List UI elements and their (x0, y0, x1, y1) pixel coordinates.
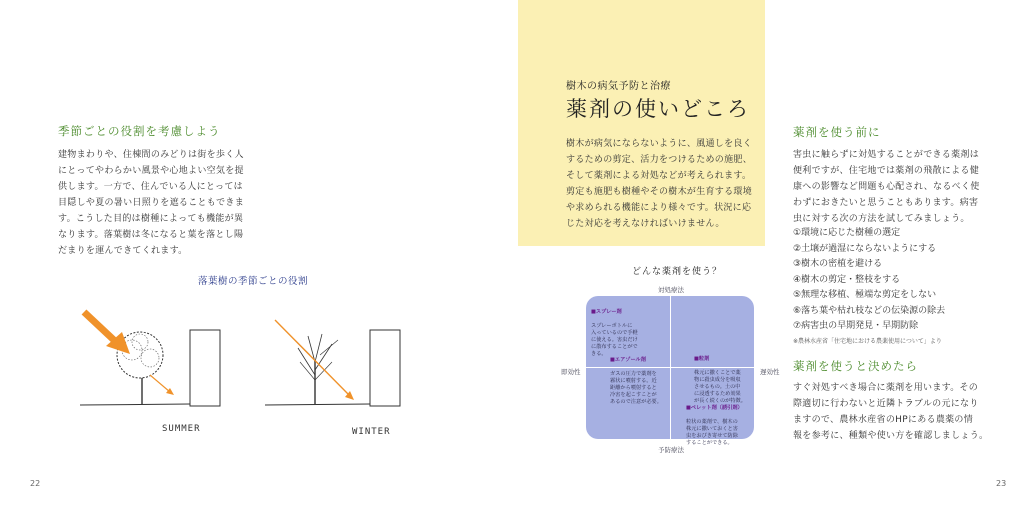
prevention-list (793, 226, 993, 335)
page-number-right: 23 (996, 479, 1007, 488)
section-subtitle: 樹木の病気予防と治療 (566, 81, 671, 92)
summer-label: SUMMER (162, 424, 201, 434)
axis-right-label: 遅効性 (760, 368, 780, 376)
decided-to-use-body: すぐ対処すべき場合に薬剤を用います。その 際適切に行わないと近隣トラブルの元になり ますので、農林水産省のHPにある農薬の情 報を参考に、種類や使い方を確認しましょう。 (793, 383, 989, 441)
cell-pellet (686, 398, 752, 447)
cell-granule-text: 株元に撒くことで薬 物に殺虫成分を吸収 させるもの。土の中 に浸透するため効果 が長く続くのが特徴。 (694, 370, 746, 404)
winter-scene (265, 320, 400, 437)
source-note: ※農林水産省「住宅地における農薬使用について」より (793, 338, 942, 345)
list-item: ③樹木の密植を避ける (793, 259, 883, 269)
cell-pellet-text: 粒状の薬剤で、樹木の 株元に撒いておくと害 虫をおびき寄せて防除 することができる。 (686, 419, 738, 446)
seasonal-role-body: 建物まわりや、住棟間のみどりは街を歩く人 にとってやわらかい風景や心地よい空気を提 供します。一方で、住んでいる人にとっては 目隠しや夏の暑い日照りを遮ることもできま す。こうした目的は樹種によっても機能が異 なります。落葉樹は冬になると葉を落とし陽 だまりを運んできてくれます。 (58, 150, 245, 256)
axis-left-label: 即効性 (561, 368, 581, 376)
page-number-left: 22 (30, 479, 41, 488)
cell-granule (694, 349, 754, 405)
list-item: ⑦病害虫の早期発見・早期防除 (793, 321, 919, 331)
decided-to-use-heading: 薬剤を使うと決めたら (793, 359, 918, 373)
sun-arrow-icon (84, 312, 116, 342)
cell-granule-title: ■粒剤 (694, 356, 710, 362)
page-title: 薬剤の使いどころ (566, 97, 750, 121)
figure-title: 落葉樹の季節ごとの役割 (198, 276, 309, 287)
winter-label: WINTER (352, 427, 391, 437)
axis-bottom-label: 予防療法 (658, 446, 684, 454)
list-item: ⑥落ち葉や枯れ枝などの伝染源の除去 (793, 305, 946, 316)
axis-top-label: 対処療法 (658, 286, 684, 294)
cell-aerosol-text: ガスの圧力で薬剤を 霧状に噴射する。近 距離から噴射すると 冷害を起こすことが あるので注意が必要。 (610, 371, 662, 405)
chemical-type-matrix (586, 296, 754, 446)
cell-spray-title: ■スプレー剤 (591, 309, 622, 315)
before-use-heading: 薬剤を使う前に (793, 125, 881, 139)
before-use-body: 害虫に触らずに対処することができる薬剤は 便利ですが、住宅地では薬剤の飛散による健 康への影響など問題も心配され、なるべく使 わずにおきたいと思うこともあります。病害 虫に対する次の方法を試してみましょう。 (793, 150, 980, 224)
list-item: ④樹木の剪定・整枝をする (793, 274, 901, 285)
list-item: ②土壌が過湿にならないようにする (793, 243, 937, 254)
cell-spray-text: スプレーボトルに 入っているので手軽 に使える。害虫だけ に散布することがで きる。 (591, 323, 638, 357)
matrix-question: どんな薬剤を使う？ (632, 267, 723, 277)
list-item: ①環境に応じた樹種の選定 (793, 228, 901, 238)
cell-pellet-title: ■ペレット剤（誘引剤） (686, 405, 743, 411)
cell-aerosol (610, 350, 674, 406)
list-item: ⑤無理な移植、極端な剪定をしない (793, 290, 937, 300)
seasonal-role-heading: 季節ごとの役割を考慮しよう (58, 124, 221, 138)
summer-scene (80, 312, 220, 434)
cell-aerosol-title: ■エアゾール剤 (610, 357, 646, 363)
deciduous-tree-illustration (70, 300, 415, 445)
intro-body: 樹木が病気にならないように、風通しを良く するための剪定、活力をつけるための施肥、 そして薬剤による対処などが考えられます。 剪定も施肥も樹種やその樹木が生育する環境 や求められる機能により様々です。状況に応 じた対応を考えなければいけません。 (566, 139, 753, 229)
right-page (518, 0, 1036, 516)
